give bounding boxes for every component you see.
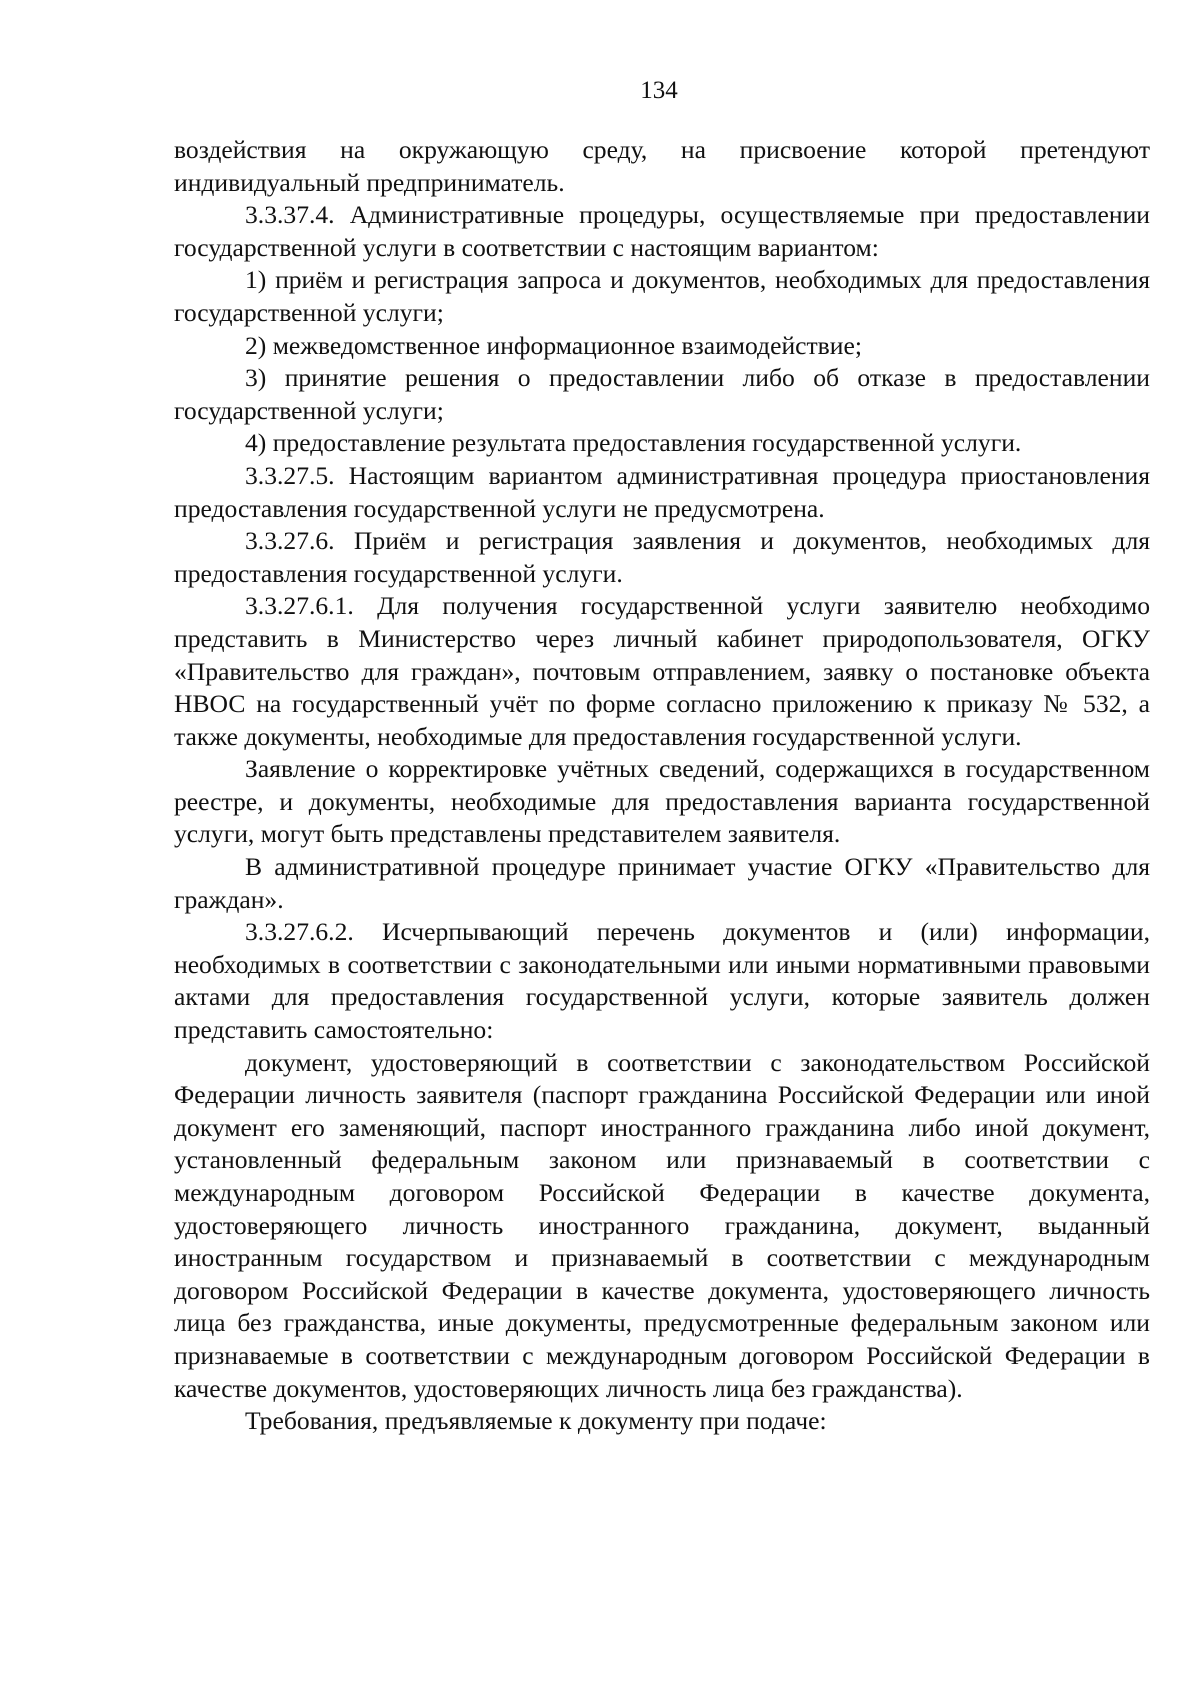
document-body — [174, 134, 1150, 1438]
page-number: 134 — [640, 77, 678, 104]
paragraph-3-3-37-4: 3.3.37.4. Административные процедуры, осуществляемые при предоставлении государственной услуги в соответствии с настоящим вариантом: — [174, 200, 1150, 262]
list-item-1: 1) приём и регистрация запроса и документов, необходимых для предоставления государственной услуги; — [174, 265, 1150, 327]
paragraph-identity-document: документ, удостоверяющий в соответствии с законодательством Российской Федерации личность заявителя (паспорт гражданина Российской Федерации или иной документ его заменяющий, паспорт иностранного гражданина либо иной документ, установленный федеральным законом или признаваемый в соответствии с международным договором Российской Федерации в качестве документа, удостоверяющего личность иностранного гражданина, документ, выданный иностранным государством и признаваемый в соответствии с международным договором Российской Федерации в качестве документа, удостоверяющего личность лица без гражданства, иные документы, предусмотренные федеральным законом или признаваемые в соответствии с международным договором Российской Федерации в качестве документов, удостоверяющих личность лица без гражданства). — [174, 1047, 1150, 1403]
paragraph-application-note: Заявление о корректировке учётных сведений, содержащихся в государственном реестре, и документы, необходимые для предоставления варианта государственной услуги, могут быть представлены представителем заявителя. — [174, 754, 1150, 849]
paragraph-3-3-27-5: 3.3.27.5. Настоящим вариантом административная процедура приостановления предоставления государственной услуги не предусмотрена. — [174, 460, 1150, 523]
paragraph-3-3-27-6-1: 3.3.27.6.1. Для получения государственной услуги заявителю необходимо представить в Министерство через личный кабинет природопользователя, ОГКУ «Правительство для граждан», почтовым отправлением, заявку о постановке объекта НВОС на государственный учёт по форме согласно приложению к приказу № 532, а также документы, необходимые для предоставления государственной услуги. — [174, 591, 1150, 751]
paragraph-3-3-27-6: 3.3.27.6. Приём и регистрация заявления и документов, необходимых для предоставления государственной услуги. — [174, 526, 1150, 588]
paragraph-participation: В административной процедуре принимает участие ОГКУ «Правительство для граждан». — [174, 852, 1150, 914]
list-item-4: 4) предоставление результата предоставления государственной услуги. — [245, 428, 1022, 458]
paragraph-3-3-27-6-2: 3.3.27.6.2. Исчерпывающий перечень документов и (или) информации, необходимых в соответствии с законодательными или иными нормативными правовыми актами для предоставления государственной услуги, которые заявитель должен представить самостоятельно: — [174, 917, 1150, 1045]
paragraph-requirements: Требования, предъявляемые к документу при подаче: — [245, 1406, 827, 1436]
list-item-3: 3) принятие решения о предоставлении либо об отказе в предоставлении государственной услуги; — [174, 363, 1150, 425]
list-item-2: 2) межведомственное информационное взаимодействие; — [245, 330, 862, 360]
paragraph-continuation: воздействия на окружающую среду, на присвоение которой претендуют индивидуальный предприниматель. — [174, 135, 1150, 197]
